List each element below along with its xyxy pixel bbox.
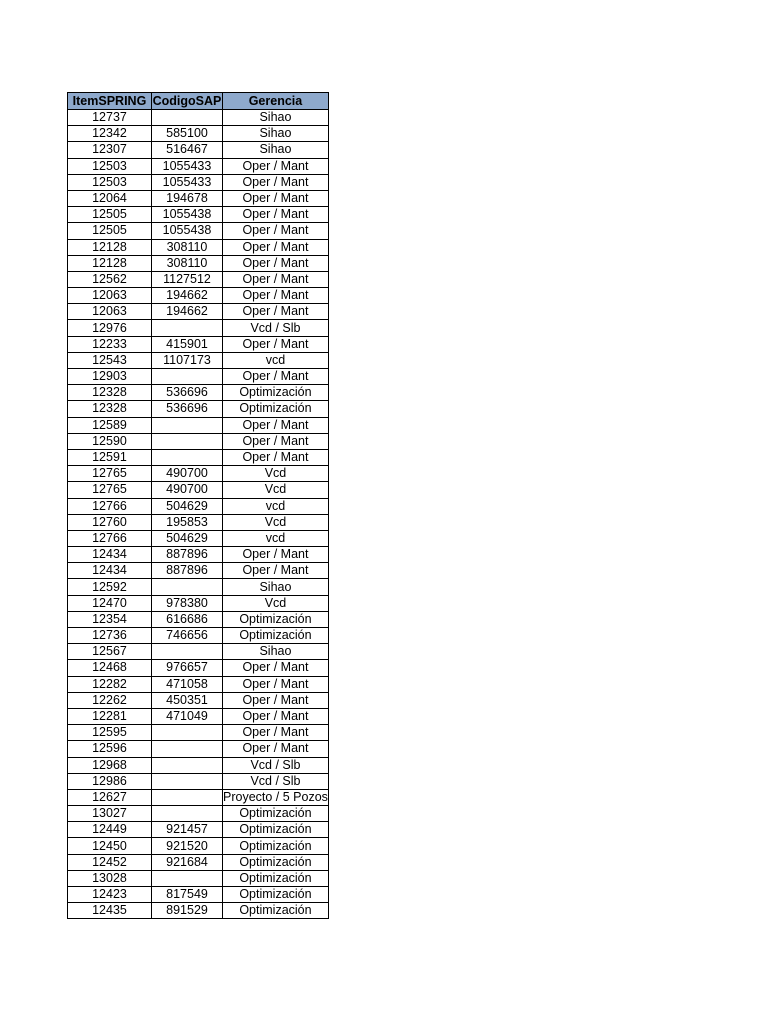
table-row [68,466,329,482]
cell-gerencia[interactable]: Oper / Mant [223,207,329,223]
cell-itemspring[interactable]: 12589 [68,417,152,433]
cell-codigosap[interactable] [152,433,223,449]
cell-codigosap[interactable]: 308110 [152,255,223,271]
cell-codigosap[interactable]: 471058 [152,676,223,692]
cell-codigosap[interactable]: 450351 [152,692,223,708]
cell-gerencia[interactable]: Oper / Mant [223,336,329,352]
cell-gerencia[interactable]: Oper / Mant [223,660,329,676]
cell-itemspring[interactable]: 13028 [68,870,152,886]
table-row [68,530,329,546]
cell-codigosap[interactable]: 746656 [152,628,223,644]
cell-gerencia[interactable]: Sihao [223,126,329,142]
cell-itemspring[interactable]: 12450 [68,838,152,854]
table-row [68,611,329,627]
cell-gerencia[interactable]: Optimización [223,838,329,854]
table-row [68,563,329,579]
table-row [68,255,329,271]
cell-itemspring[interactable]: 12760 [68,514,152,530]
cell-codigosap[interactable]: 195853 [152,514,223,530]
cell-codigosap[interactable]: 536696 [152,385,223,401]
table-row [68,288,329,304]
cell-itemspring[interactable]: 12342 [68,126,152,142]
cell-codigosap[interactable]: 504629 [152,530,223,546]
cell-gerencia[interactable]: Oper / Mant [223,369,329,385]
cell-itemspring[interactable]: 12233 [68,336,152,352]
cell-codigosap[interactable] [152,417,223,433]
table-row [68,449,329,465]
cell-itemspring[interactable]: 12064 [68,190,152,206]
table-row [68,304,329,320]
cell-itemspring[interactable]: 12434 [68,563,152,579]
cell-codigosap[interactable] [152,320,223,336]
cell-itemspring[interactable]: 12765 [68,482,152,498]
table-row [68,741,329,757]
cell-gerencia[interactable]: Oper / Mant [223,708,329,724]
cell-codigosap[interactable] [152,369,223,385]
cell-gerencia[interactable]: Vcd [223,595,329,611]
cell-gerencia[interactable]: Vcd [223,466,329,482]
cell-codigosap[interactable]: 887896 [152,563,223,579]
cell-itemspring[interactable]: 12567 [68,644,152,660]
cell-itemspring[interactable]: 12354 [68,611,152,627]
cell-itemspring[interactable]: 12503 [68,158,152,174]
cell-itemspring[interactable]: 12063 [68,288,152,304]
cell-itemspring[interactable]: 12468 [68,660,152,676]
cell-gerencia[interactable]: Oper / Mant [223,304,329,320]
table-row [68,660,329,676]
cell-itemspring[interactable]: 12968 [68,757,152,773]
cell-itemspring[interactable]: 12328 [68,385,152,401]
cell-gerencia[interactable]: Optimización [223,401,329,417]
table-row [68,854,329,870]
table-row [68,757,329,773]
cell-gerencia[interactable]: Optimización [223,611,329,627]
table-row [68,676,329,692]
cell-gerencia[interactable]: Oper / Mant [223,190,329,206]
table-row [68,708,329,724]
cell-itemspring[interactable]: 12543 [68,352,152,368]
cell-itemspring[interactable]: 12736 [68,628,152,644]
cell-gerencia[interactable]: Oper / Mant [223,676,329,692]
cell-gerencia[interactable]: Oper / Mant [223,223,329,239]
cell-gerencia[interactable]: Optimización [223,887,329,903]
table-row [68,385,329,401]
cell-itemspring[interactable]: 12986 [68,773,152,789]
cell-gerencia[interactable]: Oper / Mant [223,158,329,174]
table-row [68,207,329,223]
cell-codigosap[interactable]: 616686 [152,611,223,627]
cell-gerencia[interactable]: Vcd [223,514,329,530]
cell-itemspring[interactable]: 12328 [68,401,152,417]
cell-gerencia[interactable]: Oper / Mant [223,239,329,255]
table-row [68,692,329,708]
cell-gerencia[interactable]: Optimización [223,903,329,919]
cell-itemspring[interactable]: 12766 [68,530,152,546]
cell-itemspring[interactable]: 12903 [68,369,152,385]
table-row [68,142,329,158]
cell-codigosap[interactable]: 194678 [152,190,223,206]
cell-gerencia[interactable]: Vcd [223,482,329,498]
cell-gerencia[interactable]: Oper / Mant [223,547,329,563]
cell-gerencia[interactable]: Vcd / Slb [223,320,329,336]
table-row [68,579,329,595]
cell-itemspring[interactable]: 12434 [68,547,152,563]
table-row [68,320,329,336]
cell-gerencia[interactable]: Sihao [223,579,329,595]
table-row [68,547,329,563]
cell-codigosap[interactable] [152,579,223,595]
cell-itemspring[interactable]: 12590 [68,433,152,449]
cell-itemspring[interactable]: 12435 [68,903,152,919]
cell-codigosap[interactable] [152,449,223,465]
cell-gerencia[interactable]: Oper / Mant [223,433,329,449]
cell-itemspring[interactable]: 12128 [68,239,152,255]
cell-codigosap[interactable]: 516467 [152,142,223,158]
cell-gerencia[interactable]: Oper / Mant [223,692,329,708]
cell-codigosap[interactable]: 921684 [152,854,223,870]
cell-codigosap[interactable]: 585100 [152,126,223,142]
table-row [68,595,329,611]
cell-codigosap[interactable]: 194662 [152,304,223,320]
spreadsheet-table [67,92,329,919]
cell-codigosap[interactable]: 817549 [152,887,223,903]
cell-codigosap[interactable]: 415901 [152,336,223,352]
cell-codigosap[interactable] [152,789,223,805]
cell-codigosap[interactable]: 471049 [152,708,223,724]
cell-codigosap[interactable]: 1055433 [152,158,223,174]
table-row [68,239,329,255]
cell-gerencia[interactable]: vcd [223,352,329,368]
cell-itemspring[interactable]: 12307 [68,142,152,158]
cell-codigosap[interactable] [152,773,223,789]
table-row [68,126,329,142]
table-row [68,870,329,886]
cell-gerencia[interactable]: Vcd / Slb [223,757,329,773]
cell-gerencia[interactable]: Sihao [223,644,329,660]
cell-codigosap[interactable]: 1107173 [152,352,223,368]
cell-gerencia[interactable]: Optimización [223,628,329,644]
cell-itemspring[interactable]: 12262 [68,692,152,708]
table-row [68,369,329,385]
table-row [68,223,329,239]
cell-gerencia[interactable]: Optimización [223,854,329,870]
table-row [68,806,329,822]
cell-codigosap[interactable]: 536696 [152,401,223,417]
cell-codigosap[interactable]: 1055433 [152,174,223,190]
table-row [68,725,329,741]
table-row [68,190,329,206]
cell-itemspring[interactable]: 12449 [68,822,152,838]
cell-codigosap[interactable]: 891529 [152,903,223,919]
header-gerencia[interactable]: Gerencia [223,93,329,110]
cell-itemspring[interactable]: 12503 [68,174,152,190]
cell-gerencia[interactable]: Sihao [223,110,329,126]
table-row [68,417,329,433]
cell-itemspring[interactable]: 12505 [68,223,152,239]
table-row [68,158,329,174]
cell-gerencia[interactable]: Oper / Mant [223,271,329,287]
cell-itemspring[interactable]: 13027 [68,806,152,822]
cell-gerencia[interactable]: Optimización [223,806,329,822]
cell-codigosap[interactable]: 921520 [152,838,223,854]
cell-itemspring[interactable]: 12282 [68,676,152,692]
table-row [68,352,329,368]
cell-gerencia[interactable]: vcd [223,530,329,546]
cell-codigosap[interactable]: 1127512 [152,271,223,287]
cell-codigosap[interactable]: 308110 [152,239,223,255]
table-row [68,433,329,449]
cell-itemspring[interactable]: 12591 [68,449,152,465]
cell-codigosap[interactable] [152,725,223,741]
cell-itemspring[interactable]: 12562 [68,271,152,287]
cell-gerencia[interactable]: Oper / Mant [223,288,329,304]
cell-gerencia[interactable]: Optimización [223,870,329,886]
cell-itemspring[interactable]: 12063 [68,304,152,320]
cell-itemspring[interactable]: 12737 [68,110,152,126]
table-row [68,514,329,530]
cell-codigosap[interactable]: 504629 [152,498,223,514]
cell-codigosap[interactable]: 978380 [152,595,223,611]
cell-codigosap[interactable] [152,806,223,822]
cell-itemspring[interactable]: 12596 [68,741,152,757]
cell-itemspring[interactable]: 12976 [68,320,152,336]
cell-gerencia[interactable]: Oper / Mant [223,449,329,465]
cell-itemspring[interactable]: 12281 [68,708,152,724]
cell-codigosap[interactable] [152,757,223,773]
cell-codigosap[interactable]: 921457 [152,822,223,838]
cell-codigosap[interactable]: 976657 [152,660,223,676]
header-codigosap[interactable]: CodigoSAP [152,94,222,108]
table-row [68,498,329,514]
cell-itemspring[interactable]: 12766 [68,498,152,514]
table-row [68,174,329,190]
cell-itemspring[interactable]: 12470 [68,595,152,611]
cell-gerencia[interactable]: vcd [223,498,329,514]
cell-codigosap[interactable] [152,741,223,757]
cell-codigosap[interactable]: 490700 [152,466,223,482]
cell-codigosap[interactable]: 1055438 [152,223,223,239]
table-row [68,838,329,854]
cell-codigosap[interactable] [152,870,223,886]
cell-codigosap[interactable] [152,110,223,126]
header-row [68,93,329,110]
cell-itemspring[interactable]: 12627 [68,789,152,805]
cell-gerencia[interactable]: Oper / Mant [223,174,329,190]
cell-codigosap[interactable] [152,644,223,660]
cell-codigosap[interactable]: 194662 [152,288,223,304]
cell-gerencia[interactable]: Proyecto / 5 Pozos [223,789,328,804]
table-row [68,401,329,417]
cell-gerencia[interactable]: Sihao [223,142,329,158]
cell-gerencia[interactable]: Oper / Mant [223,417,329,433]
cell-gerencia[interactable]: Oper / Mant [223,725,329,741]
table-row [68,773,329,789]
table-row [68,110,329,126]
table-row [68,887,329,903]
cell-itemspring[interactable]: 12505 [68,207,152,223]
table-row [68,271,329,287]
cell-itemspring[interactable]: 12128 [68,255,152,271]
table-row [68,822,329,838]
cell-codigosap[interactable]: 887896 [152,547,223,563]
table-row [68,336,329,352]
cell-itemspring[interactable]: 12592 [68,579,152,595]
cell-codigosap[interactable]: 490700 [152,482,223,498]
cell-gerencia[interactable]: Oper / Mant [223,255,329,271]
cell-gerencia[interactable]: Optimización [223,822,329,838]
header-itemspring[interactable]: ItemSPRING [68,93,152,110]
table-row [68,644,329,660]
cell-gerencia[interactable]: Vcd / Slb [223,773,329,789]
cell-gerencia[interactable]: Oper / Mant [223,741,329,757]
cell-itemspring[interactable]: 12423 [68,887,152,903]
table-row [68,789,329,805]
cell-codigosap[interactable]: 1055438 [152,207,223,223]
table-row [68,482,329,498]
cell-itemspring[interactable]: 12765 [68,466,152,482]
table-row [68,628,329,644]
table-row [68,903,329,919]
cell-gerencia[interactable]: Oper / Mant [223,563,329,579]
cell-gerencia[interactable]: Optimización [223,385,329,401]
cell-itemspring[interactable]: 12452 [68,854,152,870]
cell-itemspring[interactable]: 12595 [68,725,152,741]
